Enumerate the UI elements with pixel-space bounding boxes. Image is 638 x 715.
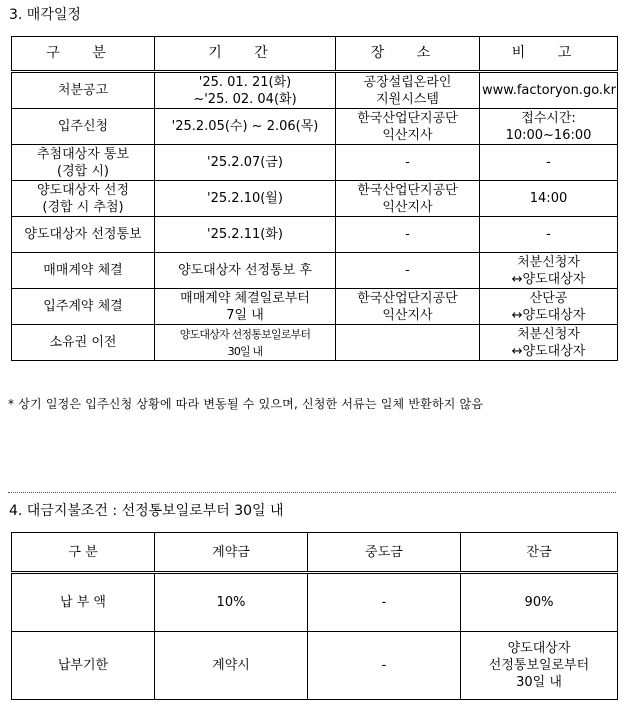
header-deposit: 계약금 [155,533,308,573]
cell-category: 양도대상자 선정통보 [12,217,155,253]
table-row [12,72,618,109]
header-place: 장 소 [336,37,480,72]
cell-period: '25.2.05(수) ~ 2.06(목) [155,109,336,145]
header-interim: 중도금 [308,533,461,573]
cell-place: 공장설립온라인 지원시스템 [336,72,480,109]
cell-place: - [336,253,480,289]
cell-period: '25.2.10(월) [155,181,336,217]
section-4-title: 4. 대금지불조건 : 선정통보일로부터 30일 내 [9,503,284,519]
table-row [12,573,618,632]
cell-place: - [336,217,480,253]
cell-period: 양도대상자 선정통보일로부터 30일 내 [155,325,336,361]
cell-period: '25.2.07(금) [155,145,336,181]
cell-deposit: 계약시 [155,632,308,700]
cell-remarks: 처분신청자 ↔양도대상자 [480,325,618,361]
cell-place: 한국산업단지공단 익산지사 [336,109,480,145]
header-balance: 잔금 [461,533,618,573]
table-header-row [12,533,618,573]
table-row [12,145,618,181]
cell-deposit: 10% [155,573,308,632]
table-row [12,325,618,361]
cell-place: 한국산업단지공단 익산지사 [336,181,480,217]
table-row [12,253,618,289]
cell-category: 입주신청 [12,109,155,145]
sale-schedule-table [11,36,618,361]
cell-category: 추첨대상자 통보 (경합 시) [12,145,155,181]
cell-place [336,325,480,361]
cell-remarks: - [480,145,618,181]
cell-category: 납 부 액 [12,573,155,632]
table-row [12,632,618,700]
section-divider [8,492,616,493]
cell-category: 입주계약 체결 [12,289,155,325]
cell-period: 양도대상자 선정통보 후 [155,253,336,289]
cell-remarks: 접수시간: 10:00~16:00 [480,109,618,145]
section-3-title: 3. 매각일정 [9,7,81,23]
cell-period: '25. 01. 21(화) ~'25. 02. 04(화) [155,72,336,109]
cell-place: 한국산업단지공단 익산지사 [336,289,480,325]
table-row [12,181,618,217]
cell-category: 양도대상자 선정 (경합 시 추첨) [12,181,155,217]
cell-remarks: 14:00 [480,181,618,217]
cell-interim: - [308,573,461,632]
cell-category: 매매계약 체결 [12,253,155,289]
cell-balance: 양도대상자 선정통보일로부터 30일 내 [461,632,618,700]
cell-period: 매매계약 체결일로부터 7일 내 [155,289,336,325]
cell-remarks: www.factoryon.go.kr [480,72,618,109]
cell-category: 소유권 이전 [12,325,155,361]
cell-place: - [336,145,480,181]
header-category: 구 분 [12,37,155,72]
cell-category: 처분공고 [12,72,155,109]
cell-interim: - [308,632,461,700]
cell-category: 납부기한 [12,632,155,700]
table-row [12,289,618,325]
cell-period: '25.2.11(화) [155,217,336,253]
cell-remarks: - [480,217,618,253]
schedule-note: * 상기 일정은 입주신청 상황에 따라 변동될 수 있으며, 신청한 서류는 일체 반환하지 않음 [8,397,484,411]
cell-remarks: 산단공 ↔양도대상자 [480,289,618,325]
header-category: 구 분 [12,533,155,573]
cell-remarks: 처분신청자 ↔양도대상자 [480,253,618,289]
header-period: 기 간 [155,37,336,72]
table-header-row [12,37,618,72]
payment-terms-table [11,532,618,700]
table-row [12,109,618,145]
table-row [12,217,618,253]
header-remarks: 비 고 [480,37,618,72]
cell-balance: 90% [461,573,618,632]
